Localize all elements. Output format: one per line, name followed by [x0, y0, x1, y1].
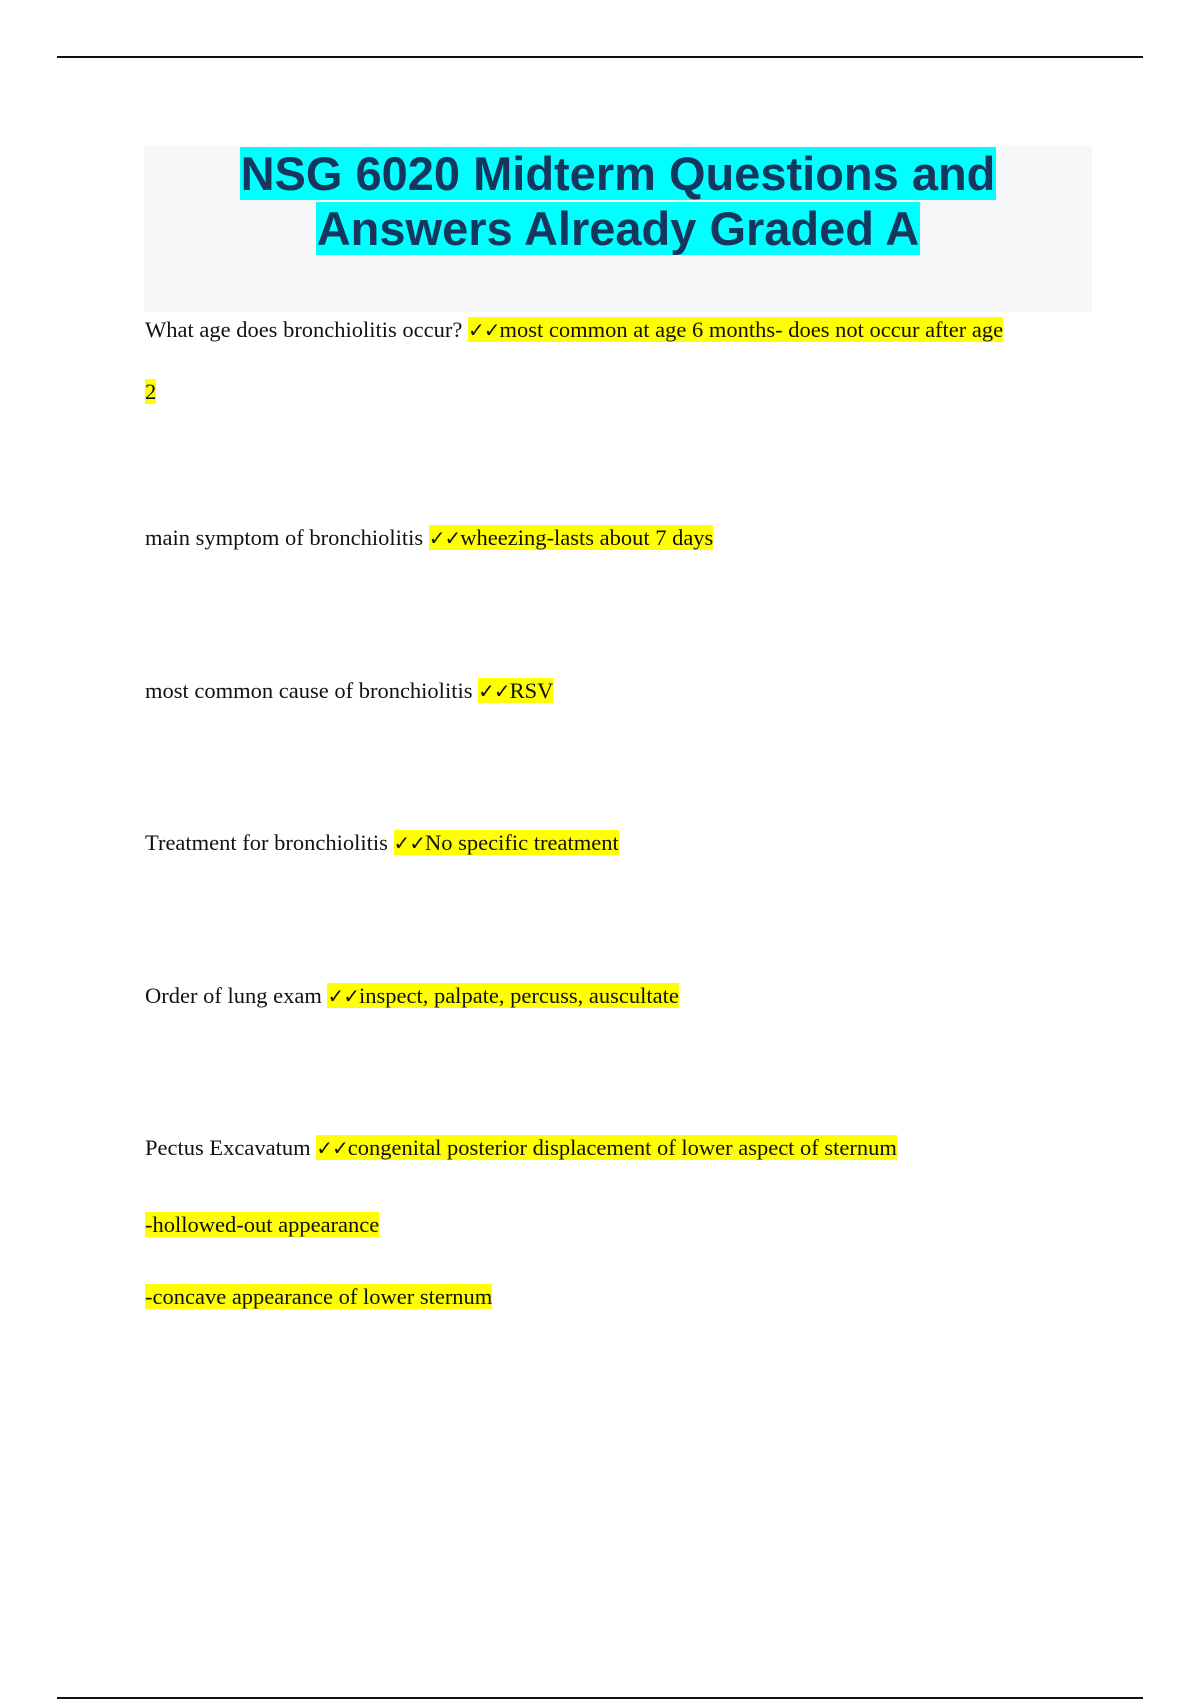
double-check-icon: ✓✓	[316, 1136, 348, 1160]
answer-text: RSV	[509, 678, 554, 703]
answer-text: inspect, palpate, percuss, auscultate	[358, 983, 679, 1008]
answer-highlight	[478, 678, 553, 703]
qa-item-4	[145, 828, 619, 858]
question-text: main symptom of bronchiolitis	[145, 525, 429, 550]
document-title	[144, 146, 1092, 256]
answer-text-continued: 2	[145, 379, 157, 404]
footer-rule	[57, 1697, 1143, 1699]
question-text: What age does bronchiolitis occur?	[145, 317, 469, 342]
double-check-icon: ✓✓	[478, 679, 510, 703]
answer-text: No specific treatment	[425, 830, 619, 855]
question-text: Treatment for bronchiolitis	[145, 830, 394, 855]
answer-highlight	[316, 1135, 897, 1160]
answer-detail-text: -hollowed-out appearance	[145, 1212, 380, 1237]
question-text: most common cause of bronchiolitis	[145, 678, 479, 703]
answer-text: wheezing-lasts about 7 days	[460, 525, 714, 550]
double-check-icon: ✓✓	[468, 318, 500, 342]
title-line-1: NSG 6020 Midterm Questions and	[240, 147, 996, 200]
qa-item-2	[145, 523, 713, 553]
answer-highlight	[429, 525, 714, 550]
qa-item-6-line-2	[145, 1210, 379, 1240]
title-line-2: Answers Already Graded A	[316, 202, 920, 255]
header-rule	[57, 56, 1143, 58]
answer-highlight	[327, 983, 678, 1008]
qa-item-1-continued	[145, 377, 156, 407]
double-check-icon: ✓✓	[327, 984, 359, 1008]
question-text: Pectus Excavatum	[145, 1135, 317, 1160]
qa-item-5	[145, 981, 679, 1011]
question-text: Order of lung exam	[145, 983, 328, 1008]
answer-text: most common at age 6 months- does not occur after age	[499, 317, 1004, 342]
qa-item-6	[145, 1133, 897, 1163]
answer-detail-text: -concave appearance of lower sternum	[145, 1284, 493, 1309]
double-check-icon: ✓✓	[393, 831, 426, 855]
qa-item-3	[145, 676, 553, 706]
answer-highlight	[468, 317, 1003, 342]
double-check-icon: ✓✓	[428, 526, 461, 550]
answer-text: congenital posterior displacement of lower aspect of sternum	[347, 1135, 897, 1160]
qa-item-1	[145, 315, 1003, 345]
qa-item-6-line-3	[145, 1282, 492, 1312]
answer-highlight	[394, 830, 619, 855]
